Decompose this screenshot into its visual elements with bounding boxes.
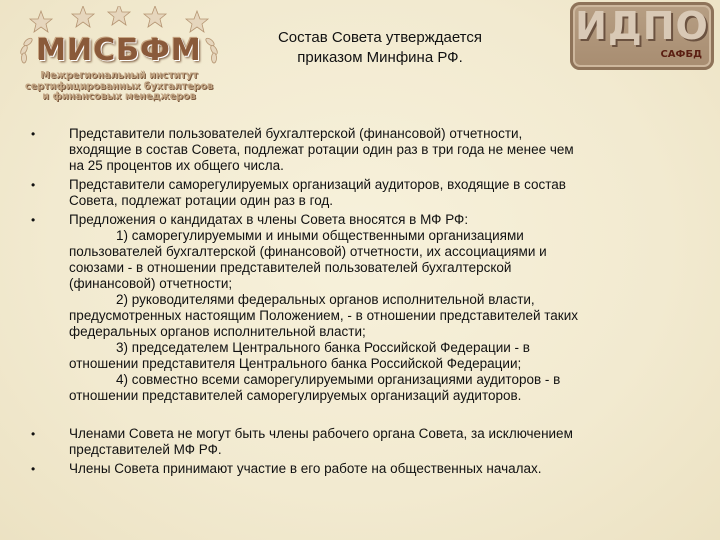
- text-line: Представители пользователей бухгалтерской (финансовой) отчетности,: [69, 126, 523, 141]
- sub-item: [69, 372, 682, 404]
- bullet-icon: •: [31, 427, 36, 441]
- idpo-wordmark: ИДПО: [575, 4, 709, 48]
- sub-item: [69, 340, 682, 372]
- star-icon: [186, 11, 208, 32]
- star-icon: [144, 6, 166, 27]
- text-line: Предложения о кандидатах в члены Совета вносятся в МФ РФ:: [69, 212, 469, 227]
- list-item: [22, 461, 682, 477]
- text-line: 4) совместно всеми саморегулируемыми организациями аудиторов - в: [116, 372, 561, 387]
- misbfm-logo: [10, 6, 228, 102]
- logo-caption-line: и финансовых менеджеров: [42, 91, 196, 102]
- list-item: [22, 212, 682, 404]
- star-icon: [108, 6, 130, 25]
- logo-caption-line: сертифицированных бухгалтеров: [24, 80, 214, 92]
- text-line: 3) председателем Центрального банка Российской Федерации - в: [116, 340, 530, 355]
- list-item: [22, 126, 682, 174]
- text-line: отношении представителей саморегулируемых организаций аудиторов.: [69, 388, 522, 403]
- star-icon: [72, 6, 94, 27]
- sub-item: [69, 228, 682, 292]
- text-line: предусмотренных настоящим Положением, - в отношении представителей таких: [69, 308, 578, 323]
- text-line: федеральных органов исполнительной власти;: [69, 324, 366, 339]
- text-line: Членами Совета не могут быть члены рабочего органа Совета, за исключением: [69, 426, 573, 441]
- text-line: 1) саморегулируемыми и иными общественными организациями: [116, 228, 524, 243]
- title-line: Состав Совета утверждается: [277, 29, 483, 46]
- idpo-subtitle: САФБД: [660, 49, 702, 60]
- logo-wordmark: МИСБФМ: [36, 33, 202, 68]
- bullet-list: [22, 126, 682, 477]
- list-item: [22, 177, 682, 209]
- logo-caption: [10, 71, 228, 103]
- text-line: Совета, подлежат ротации один раз в год.: [69, 193, 334, 208]
- slide-title: [230, 28, 530, 68]
- sub-item: [69, 292, 682, 340]
- bullet-icon: •: [31, 178, 36, 192]
- text-line: на 25 процентов их общего числа.: [69, 158, 284, 173]
- text-line: (финансовой) отчетности;: [69, 276, 233, 291]
- text-line: представителей МФ РФ.: [69, 442, 222, 457]
- list-item: [22, 426, 682, 458]
- spacer: [22, 404, 682, 426]
- bullet-icon: •: [31, 127, 36, 141]
- text-line: Члены Совета принимают участие в его работе на общественных началах.: [69, 461, 542, 476]
- text-line: пользователей бухгалтерской (финансовой) отчетности, их ассоциациями и: [69, 244, 547, 259]
- logo-caption-line: Межрегиональный институт: [40, 70, 198, 81]
- text-line: входящие в состав Совета, подлежат ротации один раз в три года не менее чем: [69, 142, 574, 157]
- text-line: отношении представителя Центрального банка Российской Федерации;: [69, 356, 522, 371]
- idpo-logo: [570, 2, 714, 70]
- text-line: 2) руководителями федеральных органов исполнительной власти,: [116, 292, 535, 307]
- bullet-icon: •: [31, 213, 36, 227]
- star-icon: [30, 11, 52, 32]
- bullet-icon: •: [31, 462, 36, 476]
- text-line: Представители саморегулируемых организаций аудиторов, входящие в состав: [69, 177, 566, 192]
- title-line: приказом Минфина РФ.: [297, 49, 463, 66]
- text-line: союзами - в отношении представителей пользователей бухгалтерской: [69, 260, 512, 275]
